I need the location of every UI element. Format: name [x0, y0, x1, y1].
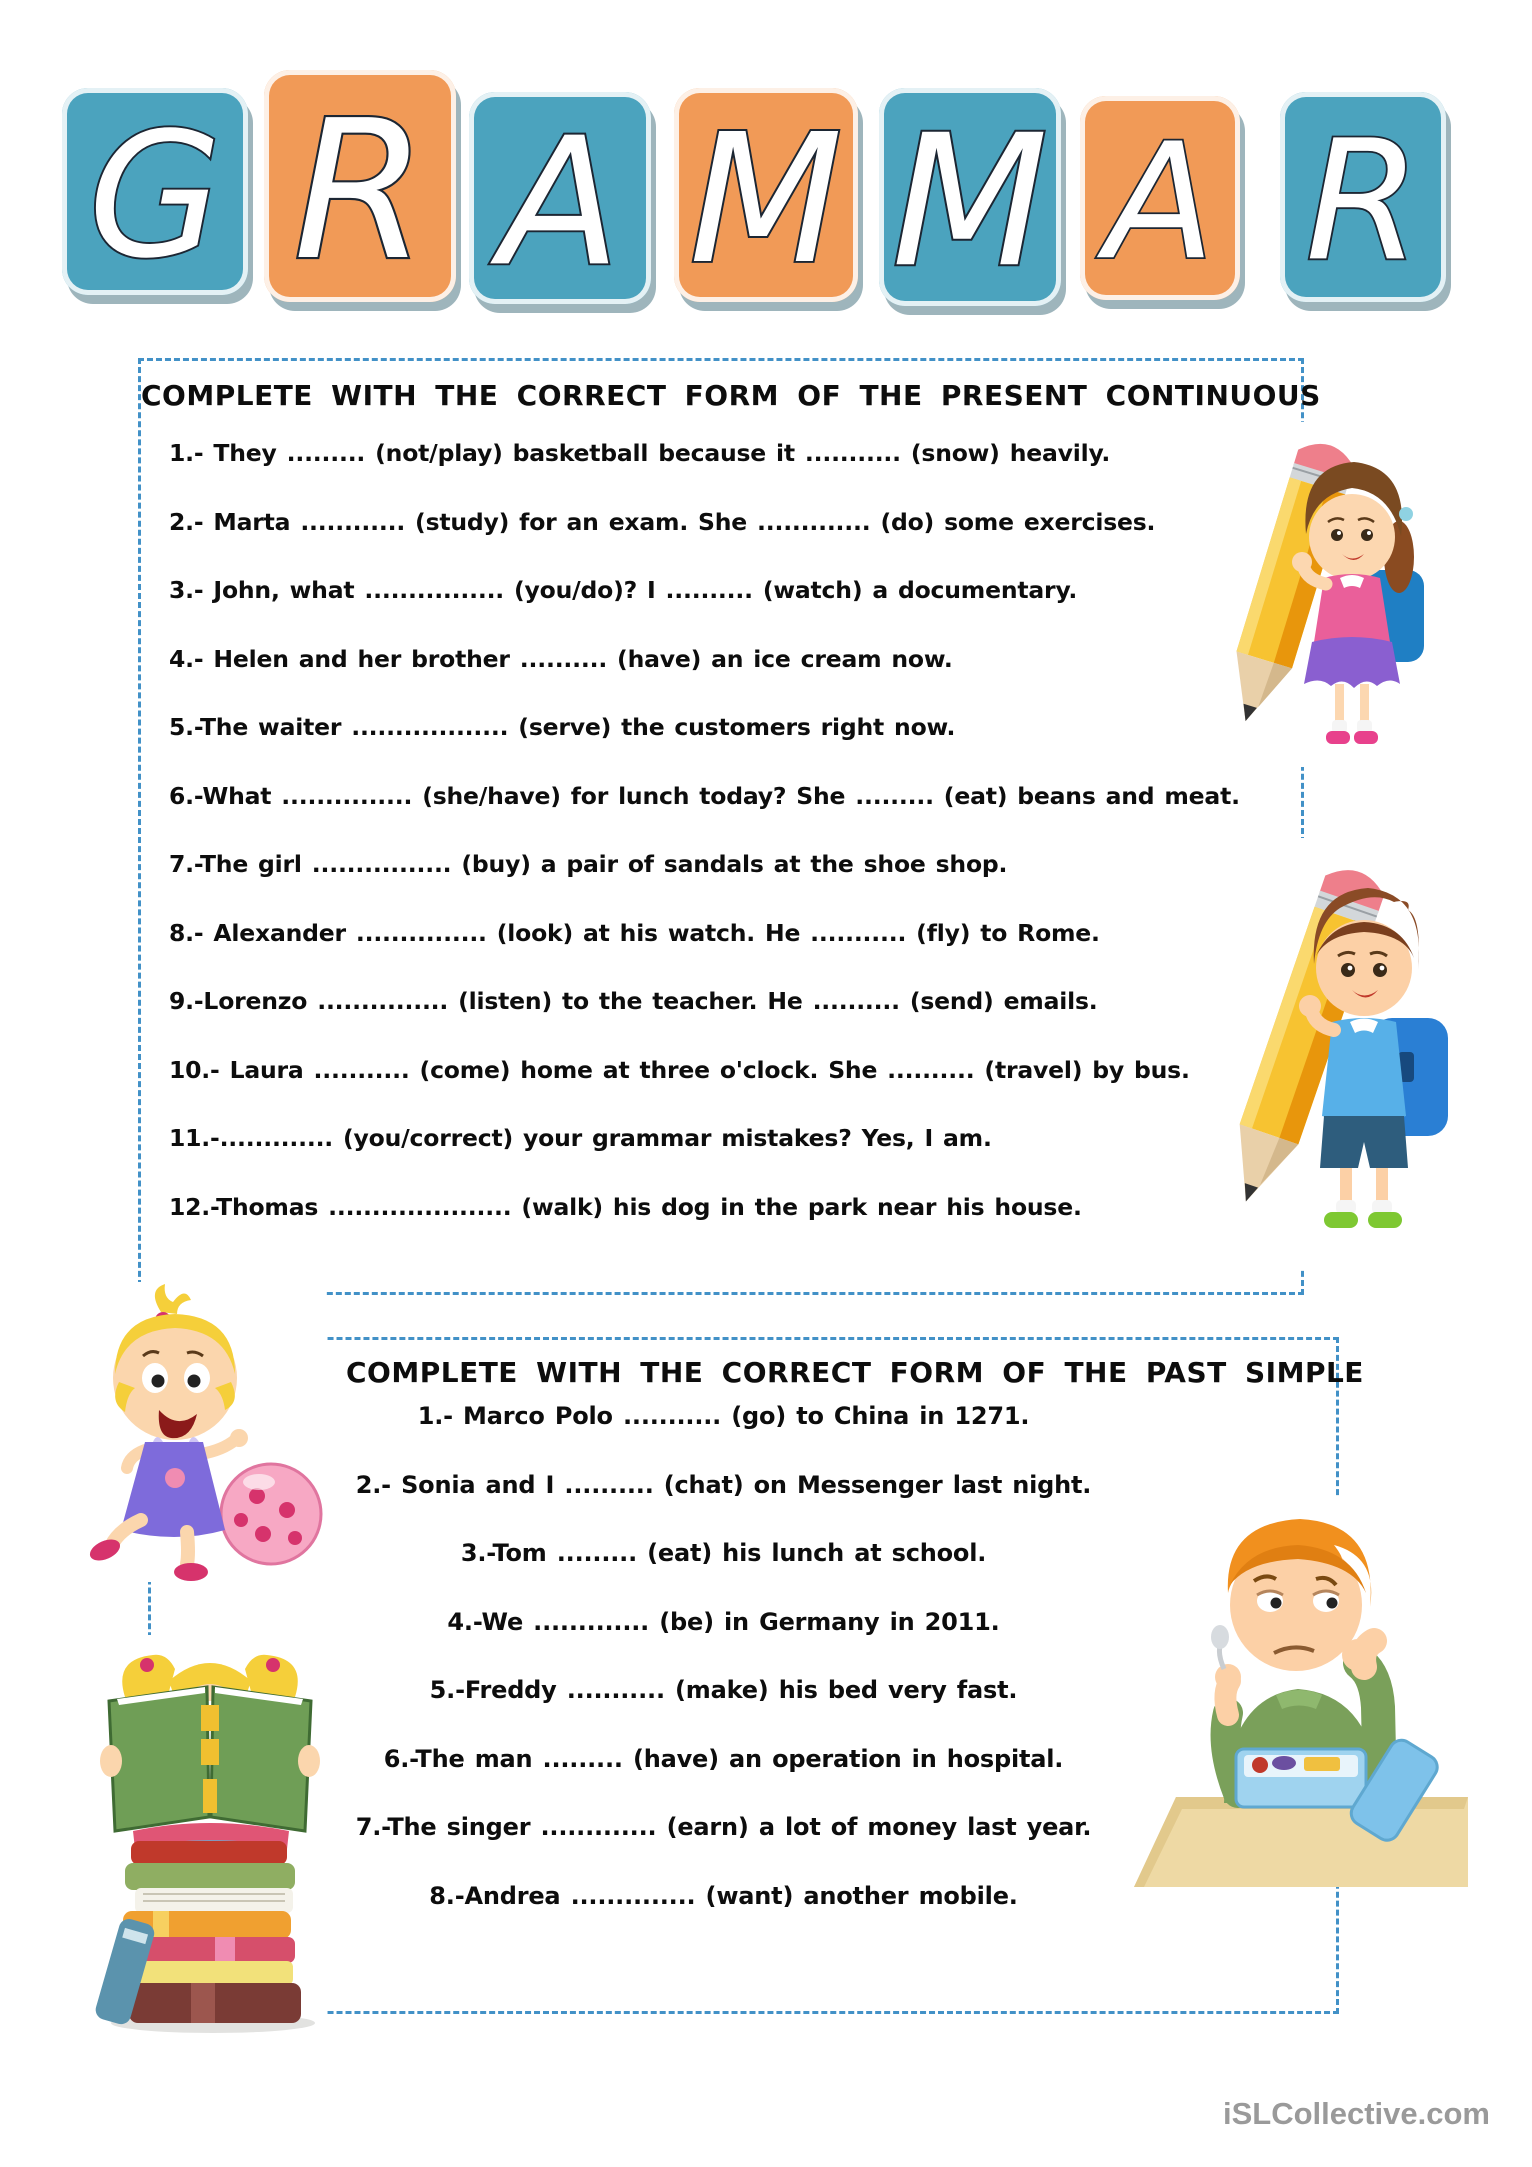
toddler-with-ball-illustration	[75, 1282, 325, 1582]
present-continuous-box	[138, 358, 1321, 1295]
exercise-item: 8.-Andrea .............. (want) another mobile.	[429, 1881, 1018, 1910]
exercise-item: 1.- Marco Polo ........... (go) to China in 1271.	[417, 1402, 1030, 1430]
exercise-item: 3.- John, what ................ (you/do)? I .......... (watch) a documentary.	[169, 576, 1078, 604]
girl-reading-books-illustration	[95, 1635, 325, 2035]
title-tile	[62, 88, 248, 295]
title-letter: M	[891, 95, 1049, 306]
exercise-item: 2.- Marta ............ (study) for an exam. She ............. (do) some exercises.	[169, 507, 1156, 536]
title-tile	[879, 88, 1061, 306]
section-header: COMPLETE WITH THE CORRECT FORM OF THE PAST SIMPLE	[346, 1356, 1364, 1389]
boy-with-pencil-illustration	[1212, 838, 1462, 1268]
exercise-list	[169, 439, 1295, 1261]
title-letter: A	[1105, 108, 1215, 296]
exercise-item: 7.-The girl ................ (buy) a pair of sandals at the shoe shop.	[169, 850, 1008, 878]
exercise-item: 11.-............. (you/correct) your grammar mistakes? Yes, I am.	[169, 1124, 992, 1152]
title-letter: R	[1305, 105, 1421, 299]
title-letter: M	[689, 95, 843, 302]
exercise-item: 7.-The singer ............. (earn) a lot of money last year.	[355, 1813, 1092, 1841]
title-letter: G	[88, 95, 222, 295]
exercise-item: 4.-We ............. (be) in Germany in 2011.	[447, 1607, 1000, 1636]
title-letter: R	[293, 80, 427, 302]
section-header: COMPLETE WITH THE CORRECT FORM OF THE PRESENT CONTINUOUS	[141, 379, 1321, 412]
exercise-item: 10.- Laura ........... (come) home at three o'clock. She .......... (travel) by bus.	[169, 1055, 1190, 1084]
title-tile	[469, 92, 651, 304]
exercise-item: 5.-The waiter .................. (serve) the customers right now.	[169, 713, 956, 741]
exercise-item: 6.-What ............... (she/have) for lunch today? She ......... (eat) beans and meat.	[169, 781, 1240, 810]
title-tile	[674, 88, 858, 302]
exercise-item: 5.-Freddy ........... (make) his bed very fast.	[429, 1676, 1018, 1704]
exercise-item: 6.-The man ......... (have) an operation in hospital.	[383, 1744, 1064, 1773]
exercise-item: 9.-Lorenzo ............... (listen) to the teacher. He .......... (send) emails.	[169, 987, 1098, 1015]
exercise-item: 12.-Thomas ..................... (walk) his dog in the park near his house.	[169, 1192, 1082, 1221]
watermark: iSLCollective.com	[1222, 2096, 1490, 2131]
title-tile	[264, 70, 456, 302]
title-tile	[1280, 92, 1446, 302]
exercise-item: 1.- They ......... (not/play) basketball because it ........... (snow) heavily.	[169, 439, 1111, 467]
exercise-item: 8.- Alexander ............... (look) at his watch. He ........... (fly) to Rome.	[169, 918, 1100, 947]
girl-with-pencil-illustration	[1200, 422, 1448, 767]
exercise-item: 2.- Sonia and I .......... (chat) on Messenger last night.	[355, 1470, 1092, 1499]
exercise-item: 4.- Helen and her brother .......... (have) an ice cream now.	[169, 644, 953, 673]
title-letter: A	[499, 99, 621, 304]
exercise-item: 3.-Tom ......... (eat) his lunch at school.	[460, 1539, 987, 1567]
boy-eating-lunch-illustration	[1128, 1497, 1468, 1887]
title-tile	[1080, 96, 1240, 300]
